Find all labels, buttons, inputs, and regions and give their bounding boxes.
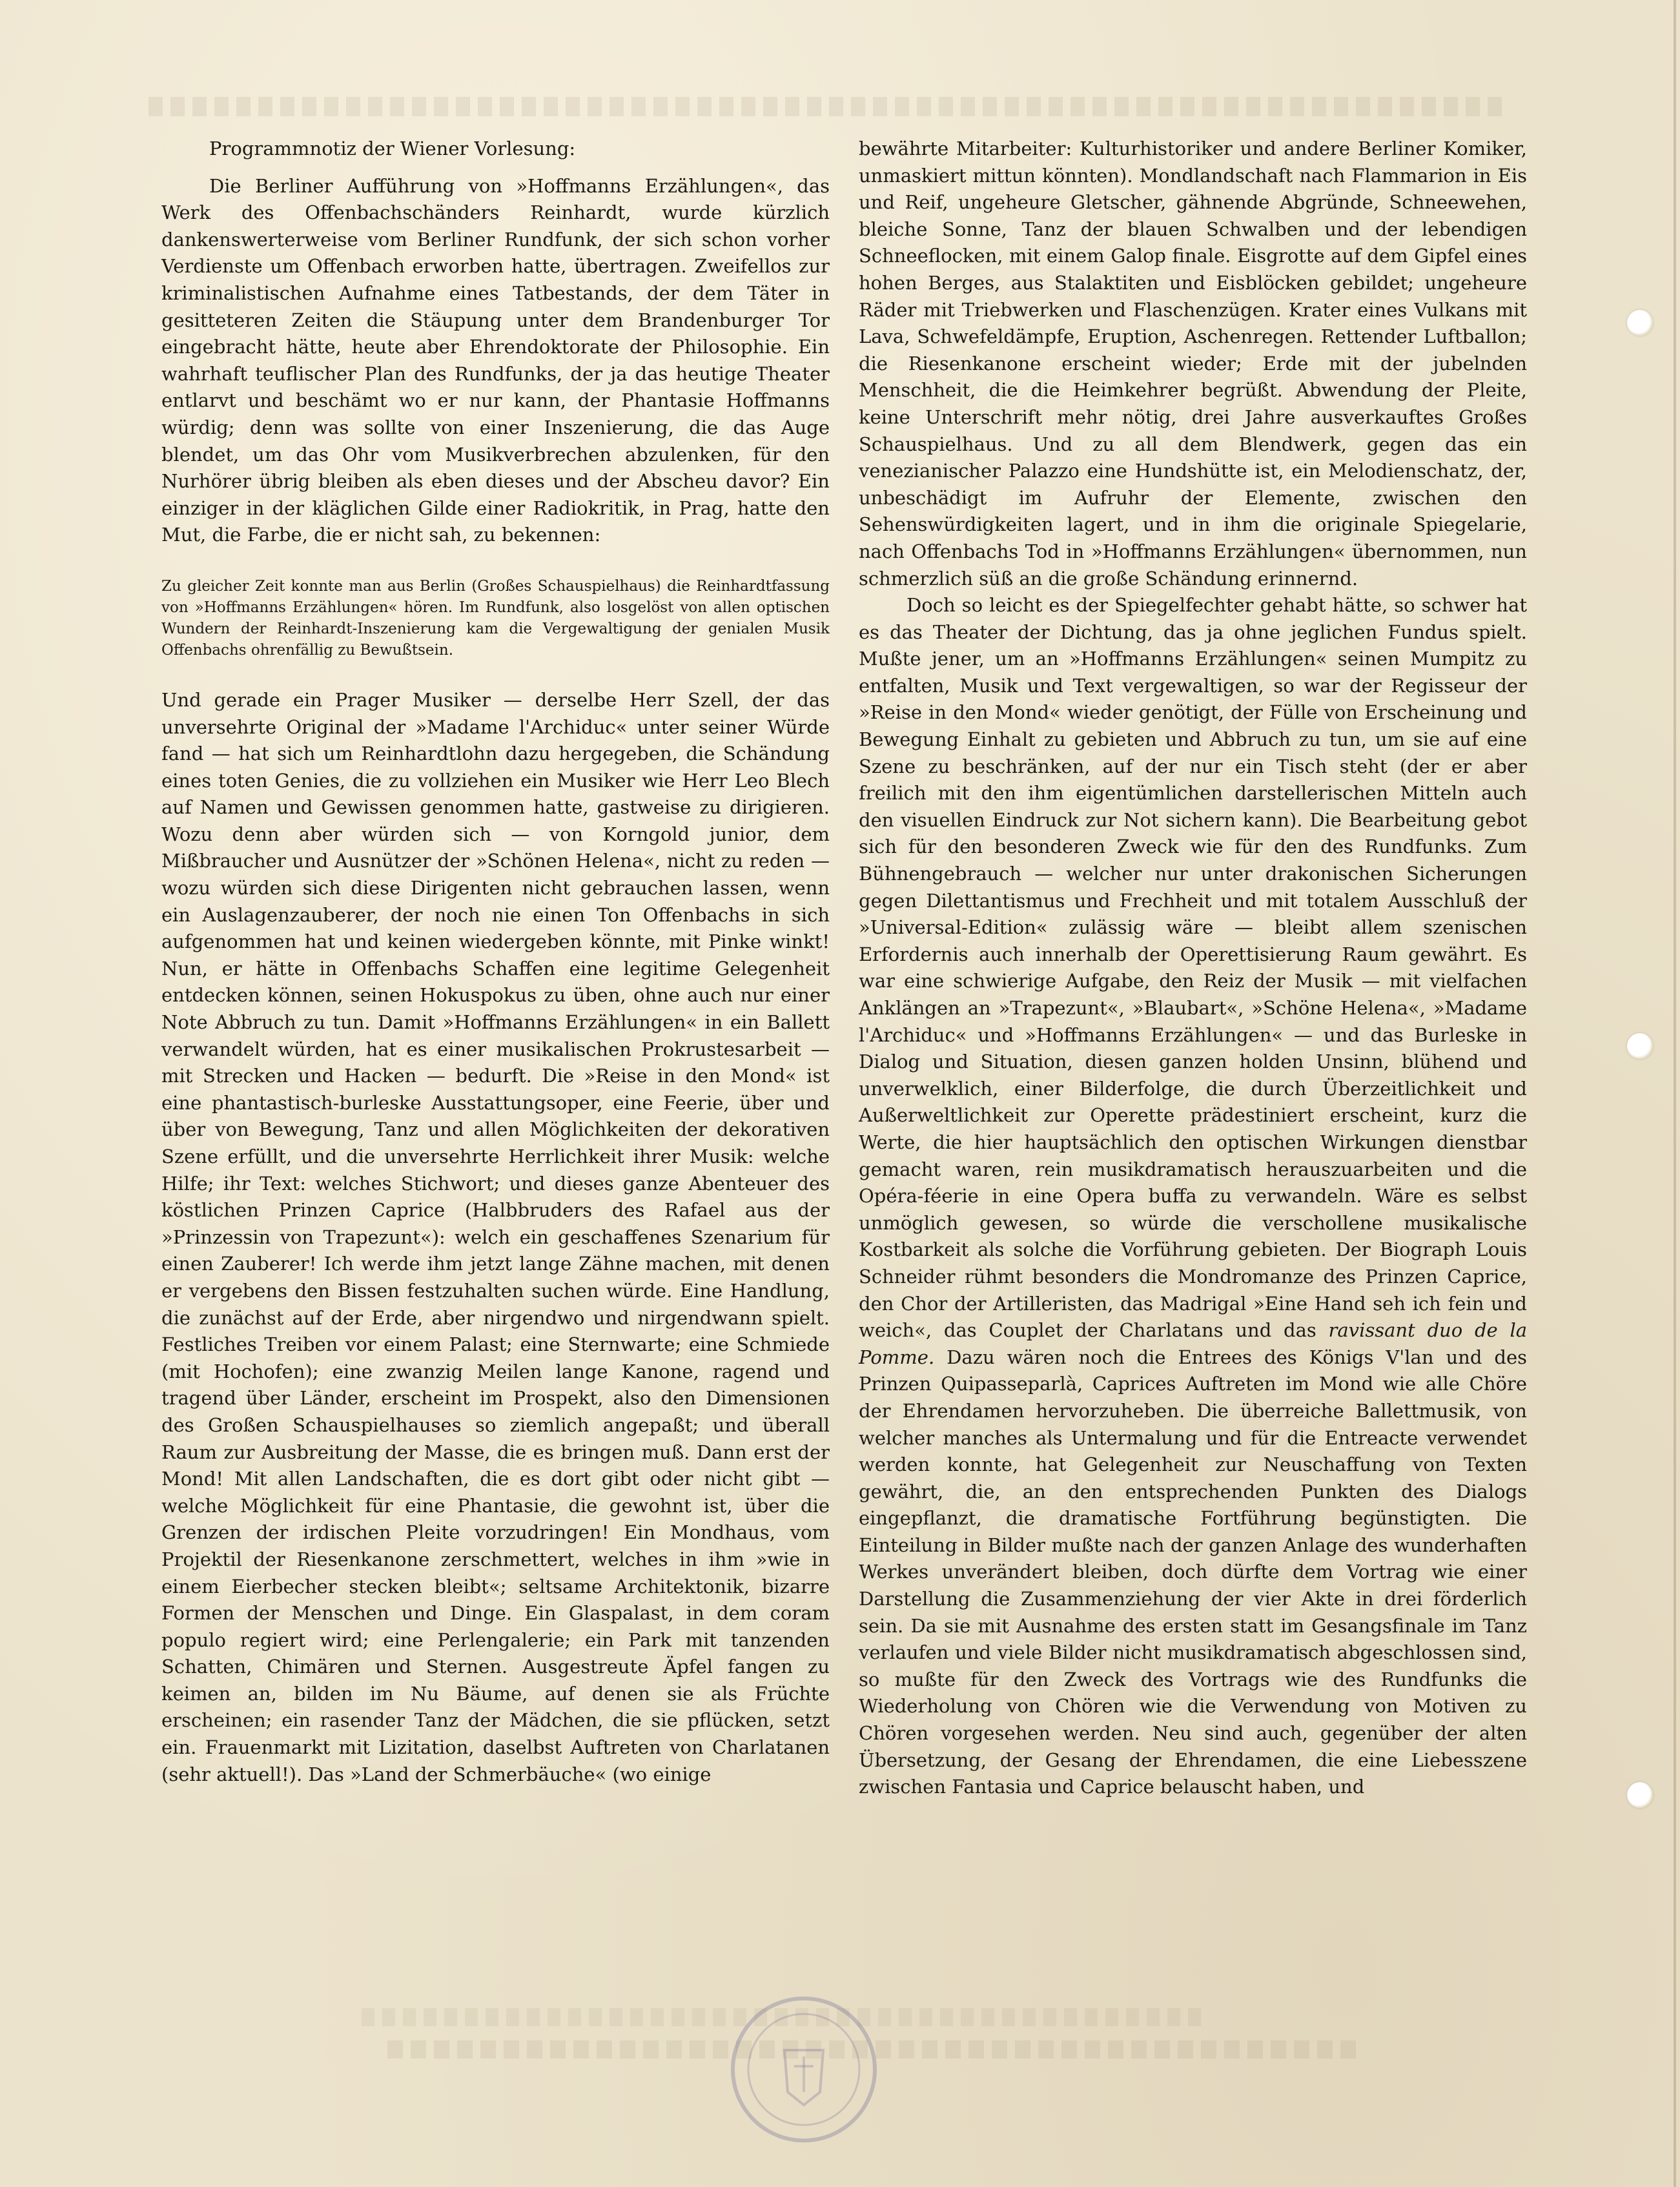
paragraph-text: Doch so leicht es der Spiegelfechter gehabt hätte, so schwer hat es das Theater der Dichtung, das ja ohne jeglichen Fundus spielt. Mußte jener, um an »Hoffmanns Erzählungen« seinen Mumpitz zu entfalten, Musik und Text vergewaltigen, so war der Regisseur der »Reise in den Mond« wieder genötigt, der Fülle von Erscheinung und Bewegung Einhalt zu gebieten und Abbruch zu tun, um sie auf eine Szene zu beschränken, auf der nur ein Tisch steht (der er aber freilich mit den ihm eigentümlichen darstellerischen Mitteln auch den visuellen Eindruck zur Not sichern kann). Die Bearbeitung gebot sich für den besonderen Zweck wie für den des Rundfunks. Zum Bühnengebrauch — welcher nur unter drakonischen Sicherungen gegen Dilettantismus und Frechheit und mit totalem Ausschluß der »Universal-Edition« zulässig wäre — bleibt allem szenischen Erfordernis auch innerhalb der Operettisierung Raum gewährt. Es war eine schwierige Aufgabe, den Reiz der Musik — mit vielfachen Anklängen an »Trapezunt«, »Blaubart«, »Schöne Helena«, »Madame l'Archiduc« und »Hoffmanns Erzählungen« — und das Burleske in Dialog und Situation, diesen ganzen holden Unsinn, blühend und unverwelklich, einer Bilderfolge, die durch Überzeitlichkeit und Außerweltlichkeit zur Operette prädestiniert erscheint, kurz die Werte, die hier hauptsächlich den optischen Wirkungen dienstbar gemacht waren, rein musikdramatisch herauszuarbeiten und die Opéra-féerie in eine Opera buffa zu verwandeln. Wäre es selbst unmöglich gewesen, so würde die verschollene musikalische Kostbarkeit als solche die Vorführung gebieten. Der Biograph Louis Schneider rühmt besonders die Mondromanze des Prinzen Caprice, den Chor der Artilleristen, das Madrigal »Eine Hand seh ich fein und weich«, das Couplet der Charlatans und das <box>859 594 1527 1342</box>
bleed-through-decoration <box>149 97 1504 116</box>
punch-hole <box>1627 1033 1653 1059</box>
left-column <box>161 136 830 1788</box>
section-heading: Programmnotiz der Wiener Vorlesung: <box>209 138 576 159</box>
stamp-seal-icon <box>723 1989 885 2150</box>
library-stamp <box>723 1989 885 2150</box>
quoted-note: Zu gleicher Zeit konnte man aus Berlin (Großes Schauspielhaus) die Reinhardtfassung von »Hoffmanns Erzählungen« hören. Im Rundfunk, also losgelöst von allen optischen Wundern der Reinhardt-Inszenierung kam die Vergewaltigung der genialen Musik Offenbachs ohrenfällig zu Bewußtsein. <box>161 577 830 659</box>
paragraph-text: Dazu wären noch die Entrees des Königs V'lan und des Prinzen Quipasseparlà, Caprices Auftreten im Mond wie alle Chöre der Ehrendamen hervorzuheben. Die überreiche Ballettmusik, von welcher manches als Untermalung und für die Entreacte verwendet werden konnte, hat Gelegenheit zur Neuschaffung von Texten gewährt, die, an den entsprechenden Punkten des Dialogs eingepflanzt, die dramatische Fortführung begünstigten. Die Einteilung in Bilder mußte nach der ganzen Anlage des wunderhaften Werkes unverändert bleiben, doch dürfte dem Vortrag wie einer Darstellung die Zusammenziehung der vier Akte in drei förderlich sein. Da sie mit Ausnahme des ersten statt im Gesangsfinale im Tanz verlaufen und viele Bilder nicht musikdramatisch abgeschlossen sind, so mußte für den Zweck des Vortrags wie des Rundfunks die Wiederholung von Chören wie die Verwendung von Motiven zu Chören vorgesehen werden. Neu sind auch, gegenüber der alten Übersetzung, der Gesang der Ehrendamen, die eine Liebesszene zwischen Fantasia und Caprice belauscht haben, und <box>859 1346 1527 1798</box>
punch-hole <box>1627 310 1653 336</box>
right-column <box>859 136 1527 1801</box>
paragraph <box>859 592 1527 1801</box>
page-edge-shadow <box>1674 0 1676 2187</box>
paragraph: Und gerade ein Prager Musiker — derselbe Herr Szell, der das unversehrte Original der »Madame l'Archiduc« unter seiner Würde fand — hat sich um Reinhardtlohn dazu hergegeben, die Schändung eines toten Genies, die zu vollziehen ein Musiker wie Herr Leo Blech auf Namen und Gewissen genommen hatte, gastweise zu dirigieren. Wozu denn aber würden sich — von Korngold junior, dem Mißbraucher und Ausnützer der »Schönen Helena«, nicht zu reden — wozu würden sich diese Dirigenten nicht gebrauchen lassen, wenn ein Auslagenzauberer, der noch nie einen Ton Offenbachs in sich aufgenommen hat und keinen wiedergeben könnte, mit Pinke winkt! Nun, er hätte in Offenbachs Schaffen eine legitime Gelegenheit entdecken können, seinen Hokuspokus zu üben, ohne auch nur einer Note Abbruch zu tun. Damit »Hoffmanns Erzählungen« in ein Ballett verwandelt würden, hat es einer musikalischen Prokrustesarbeit — mit Strecken und Hacken — bedurft. Die »Reise in den Mond« ist eine phantastisch-burleske Ausstattungsoper, eine Feerie, über und über von Bewegung, Tanz und allen Möglichkeiten der dekorativen Szene erfüllt, und die unversehrte Herrlichkeit ihrer Musik: welche Hilfe; ihr Text: welches Stichwort; und dieses ganze Abenteuer des köstlichen Prinzen Caprice (Halbbruders des Rafael aus der »Prinzessin von Trapezunt«): welch ein geschaffenes Szenarium für einen Zauberer! Ich werde ihm jetzt lange Zähne machen, mit denen er vergebens den Bissen festzuhalten suchen würde. Eine Handlung, die zunächst auf der Erde, aber nirgendwo und nirgendwann spielt. Festliches Treiben vor einem Palast; eine Sternwarte; eine Schmiede (mit Hochofen); eine zwanzig Meilen lange Kanone, ragend und tragend über Länder, erscheint im Prospekt, also den Dimensionen des Großen Schauspielhauses so ziemlich angepaßt; und überall Raum zur Ausbreitung der Masse, die es bringen muß. Dann erst der Mond! Mit allen Landschaften, die es dort gibt oder nicht gibt — welche Möglichkeit für eine Phantasie, die gewohnt ist, über die Grenzen der irdischen Pleite vorzudringen! Ein Mondhaus, vom Projektil der Riesenkanone zerschmettert, welches in ihm »wie in einem Eierbecher stecken bleibt«; seltsame Architektonik, bizarre Formen der Menschen und Dinge. Ein Glaspalast, in dem coram populo regiert wird; eine Perlengalerie; ein Park mit tanzenden Schatten, Chimären und Sternen. Ausgestreute Äpfel fangen zu keimen an, bilden im Nu Bäume, auf denen sie als Früchte erscheinen; ein rasender Tanz der Mädchen, die sie pflücken, setzt ein. Frauenmarkt mit Lizitation, daselbst Auftreten von Charlatanen (sehr aktuell!). Das »Land der Schmerbäuche« (wo einige <box>161 688 830 1785</box>
italic-phrase: ravissant duo de la Pomme. <box>859 1319 1528 1368</box>
paragraph: bewährte Mitarbeiter: Kulturhistoriker und andere Berliner Komiker, unmaskiert mittun könnten). Mondlandschaft nach Flammarion in Eis und Reif, ungeheure Gletscher, gähnende Abgründe, Schneewehen, bleiche Sonne, Tanz der blauen Schwalben und der lebendigen Schneeflocken, mit einem Galop finale. Eisgrotte auf dem Gipfel eines hohen Berges, aus Stalaktiten und Eisblöcken gebildet; ungeheure Räder mit Triebwerken und Flaschenzügen. Krater eines Vulkans mit Lava, Schwefeldämpfe, Eruption, Aschenregen. Rettender Luftballon; die Riesenkanone erscheint wieder; Erde mit der jubelnden Menschheit, die die Heimkehrer begrüßt. Abwendung der Pleite, keine Unterschrift mehr nötig, drei Jahre ausverkauftes Großes Schauspielhaus. Und zu all dem Blendwerk, gegen das ein venezianischer Palazzo eine Hundshütte ist, ein Melodienschatz, der, unbeschädigt im Aufruhr der Elemente, zwischen den Sehenswürdigkeiten lagert, und in ihm die originale Spiegelarie, nach Offenbachs Tod in »Hoffmanns Erzählungen« übernommen, nun schmerzlich süß an die große Schändung erinnernd. <box>859 138 1527 590</box>
paragraph: Die Berliner Aufführung von »Hoffmanns Erzählungen«, das Werk des Offenbachschänders Reinhardt, wurde kürzlich dankenswerterweise vom Berliner Rundfunk, der sich schon vorher Verdienste um Offenbach erworben hatte, übertragen. Zweifellos zur kriminalistischen Aufnahme eines Tatbestands, der dem Täter in gesitteteren Zeiten die Stäupung unter dem Brandenburger Tor eingebracht hätte, heute aber Ehrendoktorate der Philosophie. Ein wahrhaft teuflischer Plan des Rundfunks, der ja das heutige Theater entlarvt und beschämt wo er nur kann, der Phantasie Hoffmanns würdig; denn was sollte von einer Inszenierung, die das Auge blendet, um das Ohr vom Musikverbrechen abzulenken, für den Nurhörer übrig bleiben als eben dieses und der Abscheu davor? Ein einziger in der kläglichen Gilde einer Radiokritik, in Prag, hatte den Mut, die Farbe, die er nicht sah, zu bekennen: <box>161 174 830 546</box>
punch-hole <box>1627 1782 1653 1808</box>
